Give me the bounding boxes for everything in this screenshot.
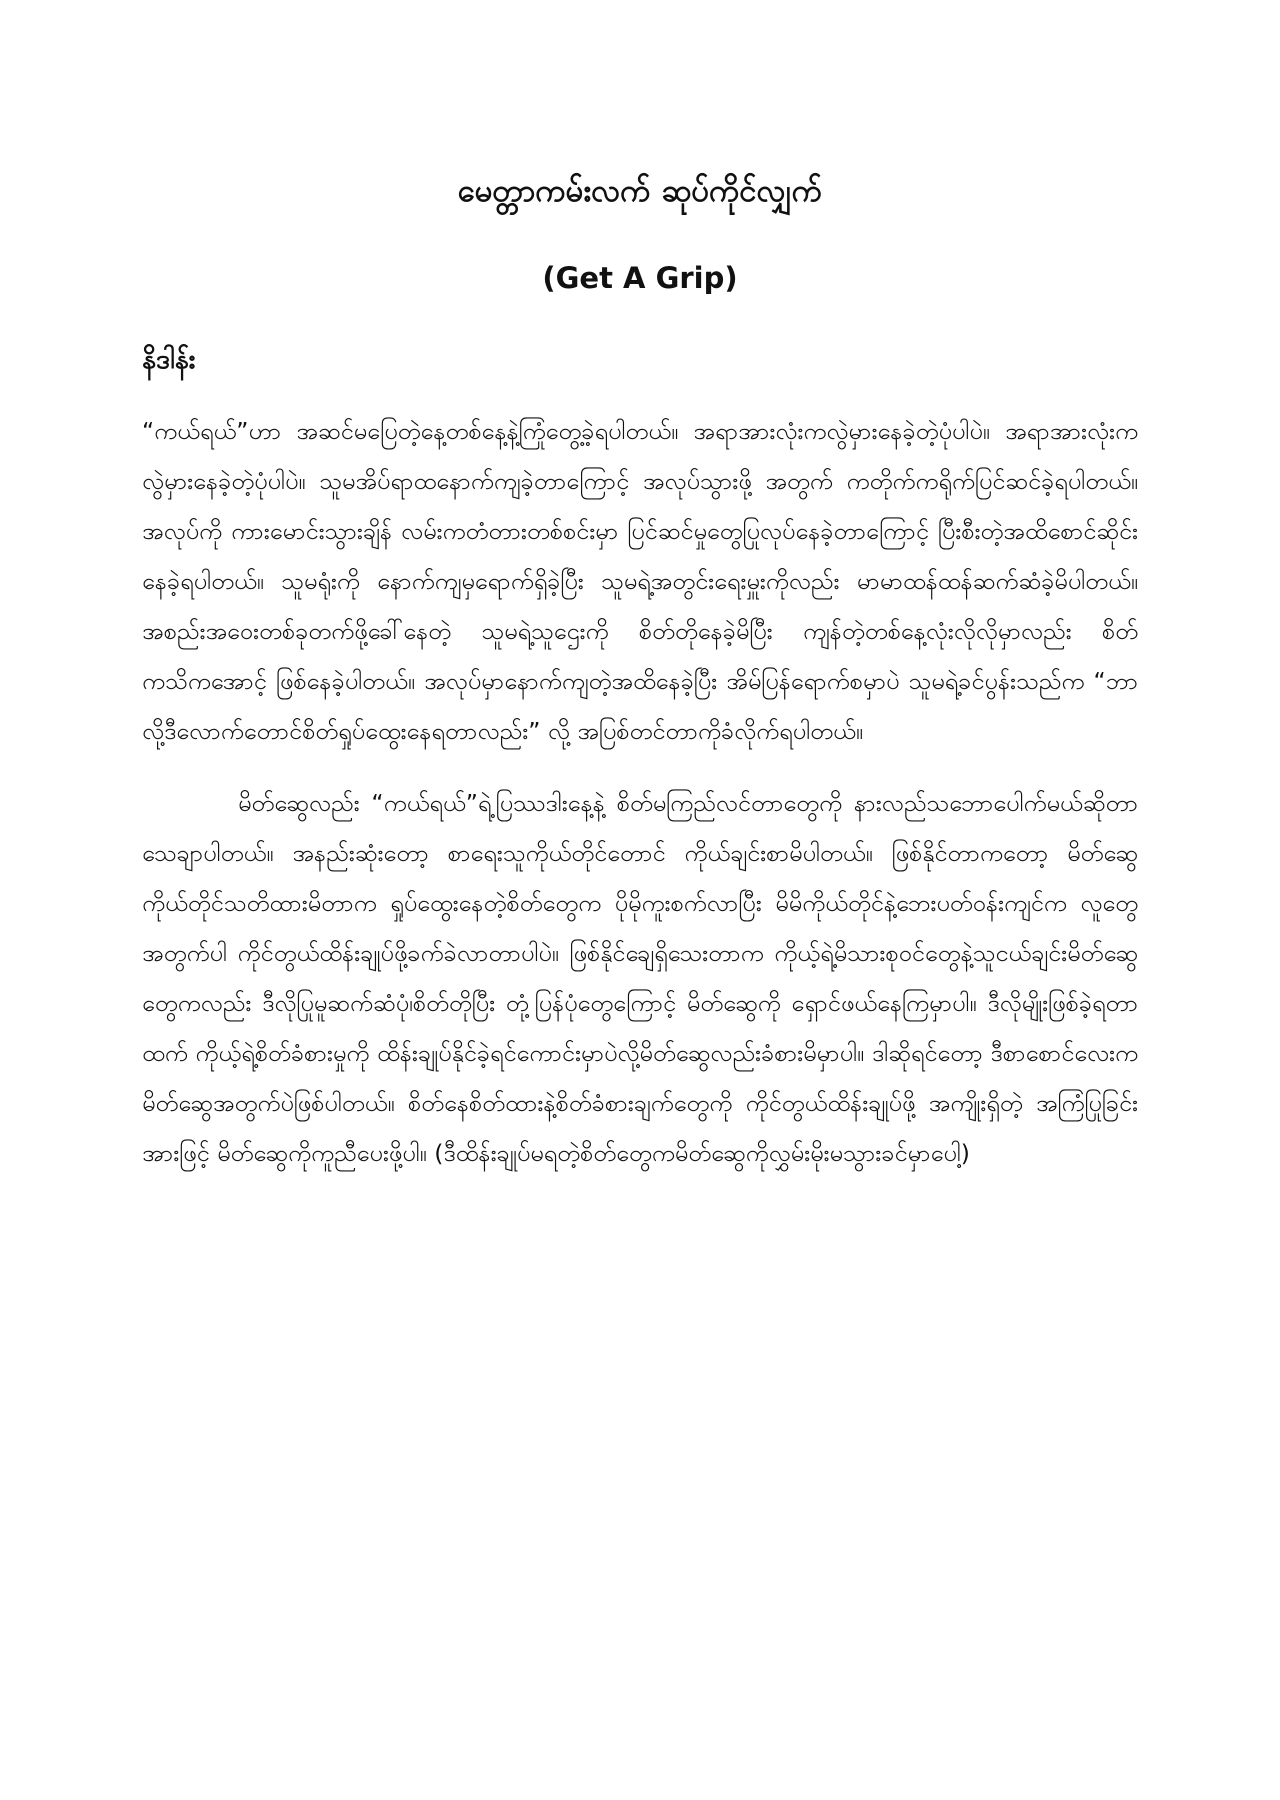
document-subtitle: (Get A Grip) (542, 261, 738, 295)
body-paragraph-2: မိတ်ဆွေလည်း “ကယ်ရယ်”ရဲ့ပြဿဒါးနေ့နဲ့ စိတ်မကြည်လင်တာတွေကို နားလည်သဘောပေါက်မယ်ဆိုတာ သေချာပါတယ်။ အနည်းဆုံးတော့ စာရေးသူကိုယ်တိုင်တောင် ကိုယ်ချင်းစာမိပါတယ်။ ဖြစ်နိုင်တာကတော့ မိတ်ဆွေကိုယ်တိုင်သတိထားမိတာက ရှုပ်ထွေးနေတဲ့စိတ်တွေက ပိုမိုကူးစက်လာပြီး မိမိကိုယ်တိုင်နဲ့ဘေးပတ်ဝန်းကျင်က လူတွေအတွက်ပါ ကိုင်တွယ်ထိန်းချုပ်ဖို့ခက်ခဲလာတာပါပဲ။ ဖြစ်နိုင်ချေရှိသေးတာက ကိုယ့်ရဲ့မိသားစုဝင်တွေနဲ့သူငယ်ချင်းမိတ်ဆွေတွေကလည်း ဒီလိုပြုမူဆက်ဆံပုံ၊စိတ်တိုပြီး တုံ့ပြန်ပုံတွေကြောင့် မိတ်ဆွေကို ရှောင်ဖယ်နေကြမှာပါ။ ဒီလိုမျိုးဖြစ်ခဲ့ရတာထက် ကိုယ့်ရဲ့စိတ်ခံစားမှုကို ထိန်းချုပ်နိုင်ခဲ့ရင်ကောင်းမှာပဲလို့မိတ်ဆွေလည်းခံစားမိမှာပါ။ ဒါဆိုရင်တော့ ဒီစာစောင်လေးကမိတ်ဆွေအတွက်ပဲဖြစ်ပါတယ်။ စိတ်နေစိတ်ထားနဲ့စိတ်ခံစားချက်တွေကို ကိုင်တွယ်ထိန်းချုပ်ဖို့ အကျိုးရှိတဲ့ အကြံပြုခြင်းအားဖြင့် မိတ်ဆွေကိုကူညီပေးဖို့ပါ။ (ဒီထိန်းချုပ်မရတဲ့စိတ်တွေကမိတ်ဆွေကိုလွှမ်းမိုးမသွားခင်မှာပေါ့) (142, 789, 1138, 1167)
document-title: မေတ္တာကမ်းလက် ဆုပ်ကိုင်လျှက် (457, 173, 823, 209)
section-heading-introduction: နိဒါန်း (142, 344, 196, 375)
body-paragraph-1: “ကယ်ရယ်”ဟာ အဆင်မပြေတဲ့နေ့တစ်နေ့နဲ့ကြုံတွေ့ခဲ့ရပါတယ်။ အရာအားလုံးကလွဲမှားနေခဲ့တဲ့ပုံပါပဲ။ အရာအားလုံးက လွဲမှားနေခဲ့တဲ့ပုံပါပဲ။ သူမအိပ်ရာထနောက်ကျခဲ့တာကြောင့် အလုပ်သွားဖို့ အတွက် ကတိုက်ကရိုက်ပြင်ဆင်ခဲ့ရပါတယ်။ အလုပ်ကို ကားမောင်းသွားချိန် လမ်းကတံတားတစ်စင်းမှာ ပြင်ဆင်မှုတွေပြုလုပ်နေခဲ့တာကြောင့် ပြီးစီးတဲ့အထိစောင်ဆိုင်းနေခဲ့ရပါတယ်။ သူမရုံးကို နောက်ကျမှရောက်ရှိခဲ့ပြီး သူမရဲ့အတွင်းရေးမှူးကိုလည်း မာမာထန်ထန်ဆက်ဆံခဲ့မိပါတယ်။ အစည်းအဝေးတစ်ခုတက်ဖို့ခေါ်နေတဲ့ သူမရဲ့သူဌေးကို စိတ်တိုနေခဲ့မိပြီး ကျန်တဲ့တစ်နေ့လုံးလိုလိုမှာလည်း စိတ်ကသိကအောင့် ဖြစ်နေခဲ့ပါတယ်။ အလုပ်မှာနောက်ကျတဲ့အထိနေခဲ့ပြီး အိမ်ပြန်ရောက်စမှာပဲ သူမရဲ့ခင်ပွန်းသည်က “ဘာလို့ဒီလောက်တောင်စိတ်ရှုပ်ထွေးနေရတာလည်း” လို့ အပြစ်တင်တာကိုခံလိုက်ရပါတယ်။ (142, 417, 1138, 745)
